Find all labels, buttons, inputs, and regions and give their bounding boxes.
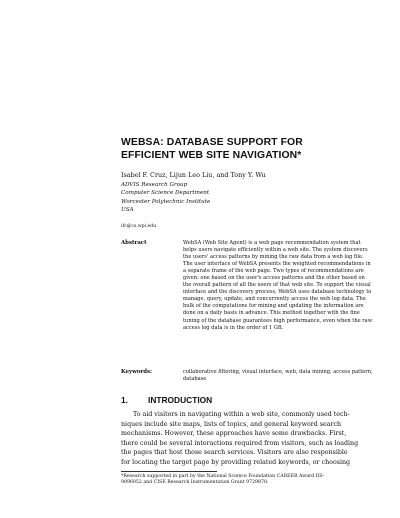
- intro-line: mechanisms. However, these approaches have some drawbacks. First,: [121, 430, 347, 438]
- affiliation-line: USA: [121, 206, 134, 213]
- abstract-label: Abstract: [121, 240, 147, 246]
- title-line: EFFICIENT WEB SITE NAVIGATION*: [121, 150, 302, 161]
- contact-email: ifc@cs.wpi.edu: [121, 224, 157, 229]
- intro-paragraph: [121, 410, 367, 468]
- abstract-line: tuning of the database guarantees high performance, even when the raw: [183, 317, 373, 324]
- keywords-text: [183, 369, 373, 383]
- author-list: Isabel F. Cruz, Lijun Leo Liu, and Tony Y. Wu: [121, 171, 266, 179]
- footnote-line: *Research supported in part by the National Science Foundation CAREER Award IIS-: [121, 474, 325, 479]
- intro-line: the pages that host those search services. Visitors are also responsible: [121, 449, 348, 457]
- intro-line: there could be several interactions required from visitors, such as loading: [121, 439, 359, 447]
- abstract-text: [183, 240, 373, 332]
- abstract-line: helps users navigate efficiently within a web site. The system discovers: [183, 247, 368, 254]
- keywords-label: Keywords:: [121, 369, 152, 375]
- abstract-line: The user interface of WebSA presents the weighted recommendations in: [183, 261, 371, 268]
- footnote-line: 9896052 and CISE Research Instrumentation Grant 9729878.: [121, 480, 269, 486]
- abstract-line: the overall pattern of all the users of that web site. To support the visual: [183, 282, 371, 289]
- abstract-line: access log data is in the order of 1 GB.: [183, 324, 284, 331]
- section-heading: INTRODUCTION: [148, 395, 213, 405]
- abstract-line: manage, query, update, and concurrently access the web log data. The: [183, 296, 366, 303]
- intro-line: niques include site maps, lists of topics, and general keyword search: [121, 420, 342, 428]
- abstract-line: interface and the discovery process, WebSA uses database technology to: [183, 289, 372, 296]
- abstract-line: WebSA (Web Site Agent) is a web page recommendation system that: [183, 240, 361, 246]
- abstract-line: bulk of the computations for mining and updating the information are: [183, 303, 364, 310]
- keywords-line: collaborative filtering, visual interface, web, data mining, access pattern,: [183, 369, 373, 375]
- abstract-line: a separate frame of the web page. Two types of recommendations are: [183, 268, 364, 275]
- footnote: [121, 474, 367, 486]
- intro-line: To aid visitors in navigating within a web site, commonly used tech-: [133, 411, 350, 418]
- affiliation-line: Computer Science Department: [121, 190, 210, 197]
- footnote-divider: [121, 471, 217, 472]
- affiliation-line: Worcester Polytechnic Institute: [121, 198, 211, 205]
- affiliation-block: [121, 181, 210, 214]
- affiliation-line: ADVIS Research Group: [121, 182, 188, 188]
- intro-line: for locating the target page by providing related keywords, or choosing: [121, 458, 351, 466]
- title-line: WEBSA: DATABASE SUPPORT FOR: [121, 137, 303, 148]
- abstract-line: done on a daily basis in advance. This method together with the fine: [183, 310, 360, 317]
- section-number: 1.: [121, 395, 128, 405]
- keywords-line: database: [183, 376, 207, 382]
- abstract-line: given: one based on the user's access patterns and the other based on: [183, 275, 365, 282]
- abstract-line: the users' access patterns by mining the raw data from a web log file.: [183, 254, 364, 261]
- paper-title: [121, 136, 366, 162]
